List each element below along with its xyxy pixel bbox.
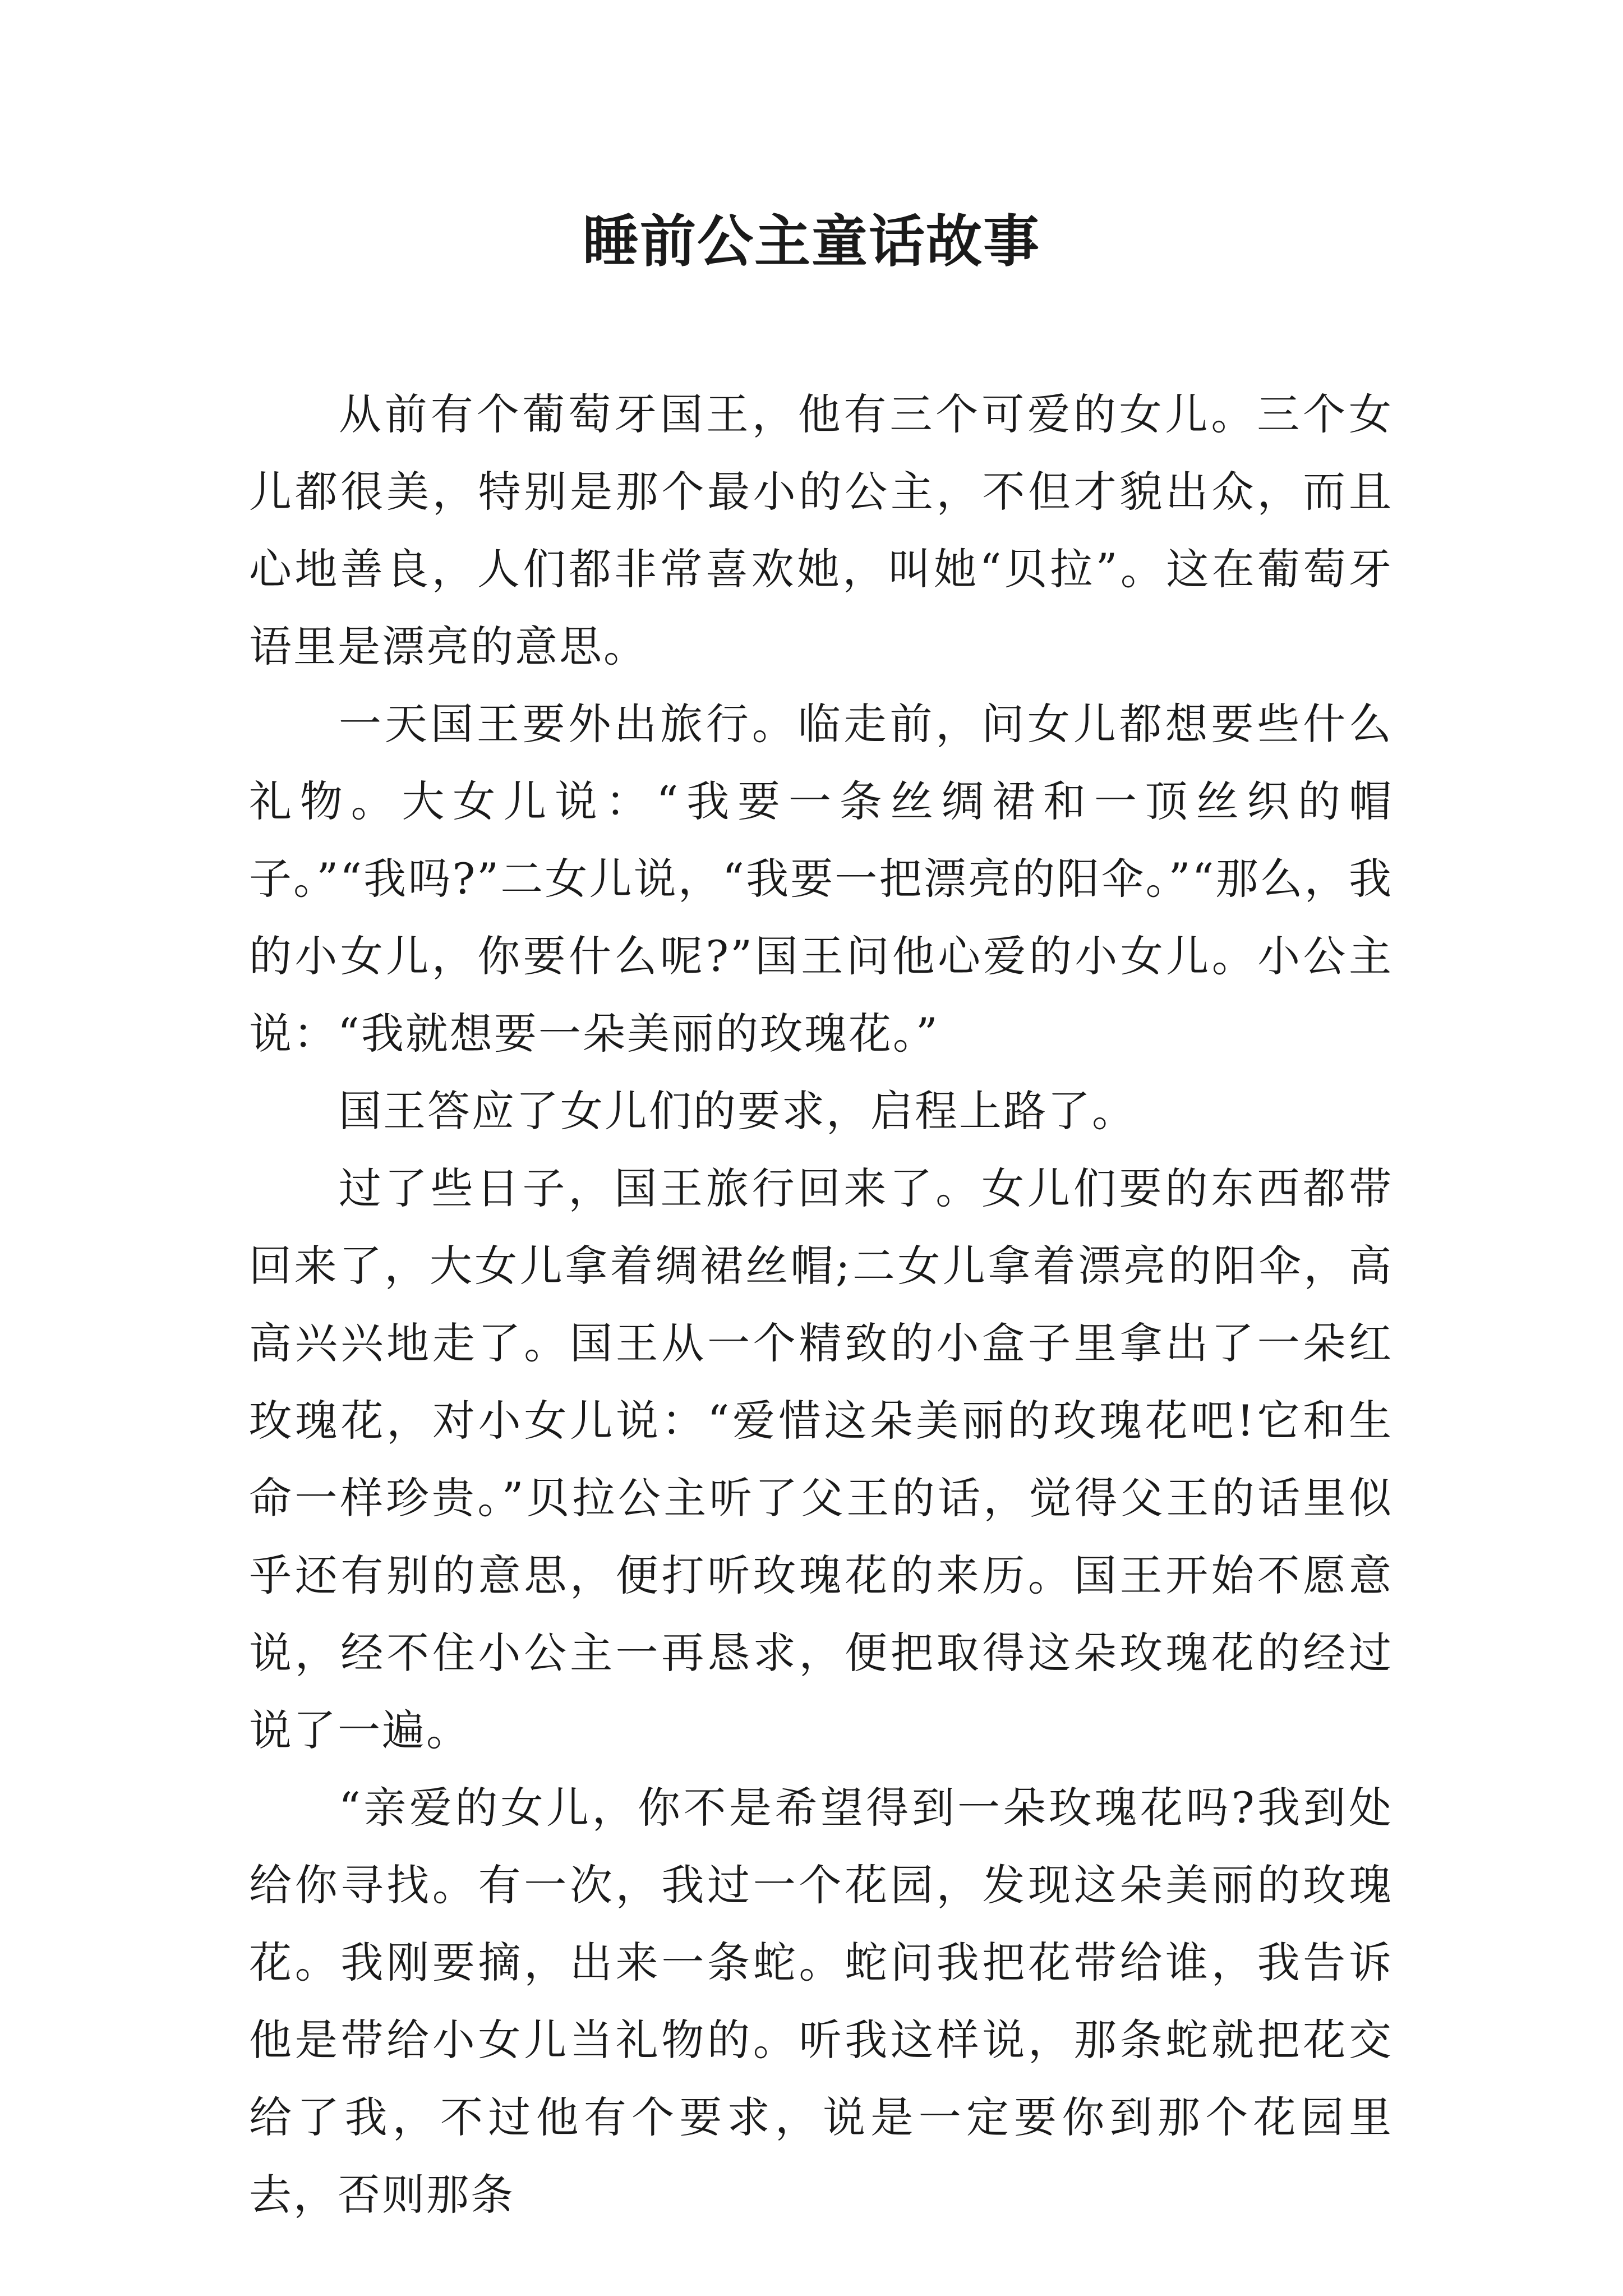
paragraph: “亲爱的女儿，你不是希望得到一朵玫瑰花吗?我到处给你寻找。有一次，我过一个花园，发现这朵美丽的玫瑰花。我刚要摘，出来一条蛇。蛇问我把花带给谁，我告诉他是带给小女儿当礼物的。听我这样说，那条蛇就把花交给了我，不过他有个要求，说是一定要你到那个花园里去，否则那条 bbox=[249, 1783, 1393, 2220]
paragraph: 一天国王要外出旅行。临走前，问女儿都想要些什么礼物。大女儿说：“我要一条丝绸裙和一顶丝织的帽子。”“我吗?”二女儿说，“我要一把漂亮的阳伞。”“那么，我的小女儿，你要什么呢?”国王问他心爱的小女儿。小公主说：“我就想要一朵美丽的玫瑰花。” bbox=[249, 699, 1393, 1059]
paragraph: 从前有个葡萄牙国王，他有三个可爱的女儿。三个女儿都很美，特别是那个最小的公主，不但才貌出众，而且心地善良，人们都非常喜欢她，叫她“贝拉”。这在葡萄牙语里是漂亮的意思。 bbox=[249, 389, 1393, 671]
paragraph: 国王答应了女儿们的要求，启程上路了。 bbox=[339, 1086, 1136, 1136]
document-title: 睡前公主童话故事 bbox=[583, 208, 1040, 274]
paragraph: 过了些日子，国王旅行回来了。女儿们要的东西都带回来了，大女儿拿着绸裙丝帽;二女儿拿着漂亮的阳伞，高高兴兴地走了。国王从一个精致的小盒子里拿出了一朵红玫瑰花，对小女儿说：“爱惜这朵美丽的玫瑰花吧!它和生命一样珍贵。”贝拉公主听了父王的话，觉得父王的话里似乎还有别的意思，便打听玫瑰花的来历。国王开始不愿意说，经不住小公主一再恳求，便把取得这朵玫瑰花的经过说了一遍。 bbox=[249, 1163, 1393, 1755]
document-body bbox=[249, 376, 1393, 2234]
